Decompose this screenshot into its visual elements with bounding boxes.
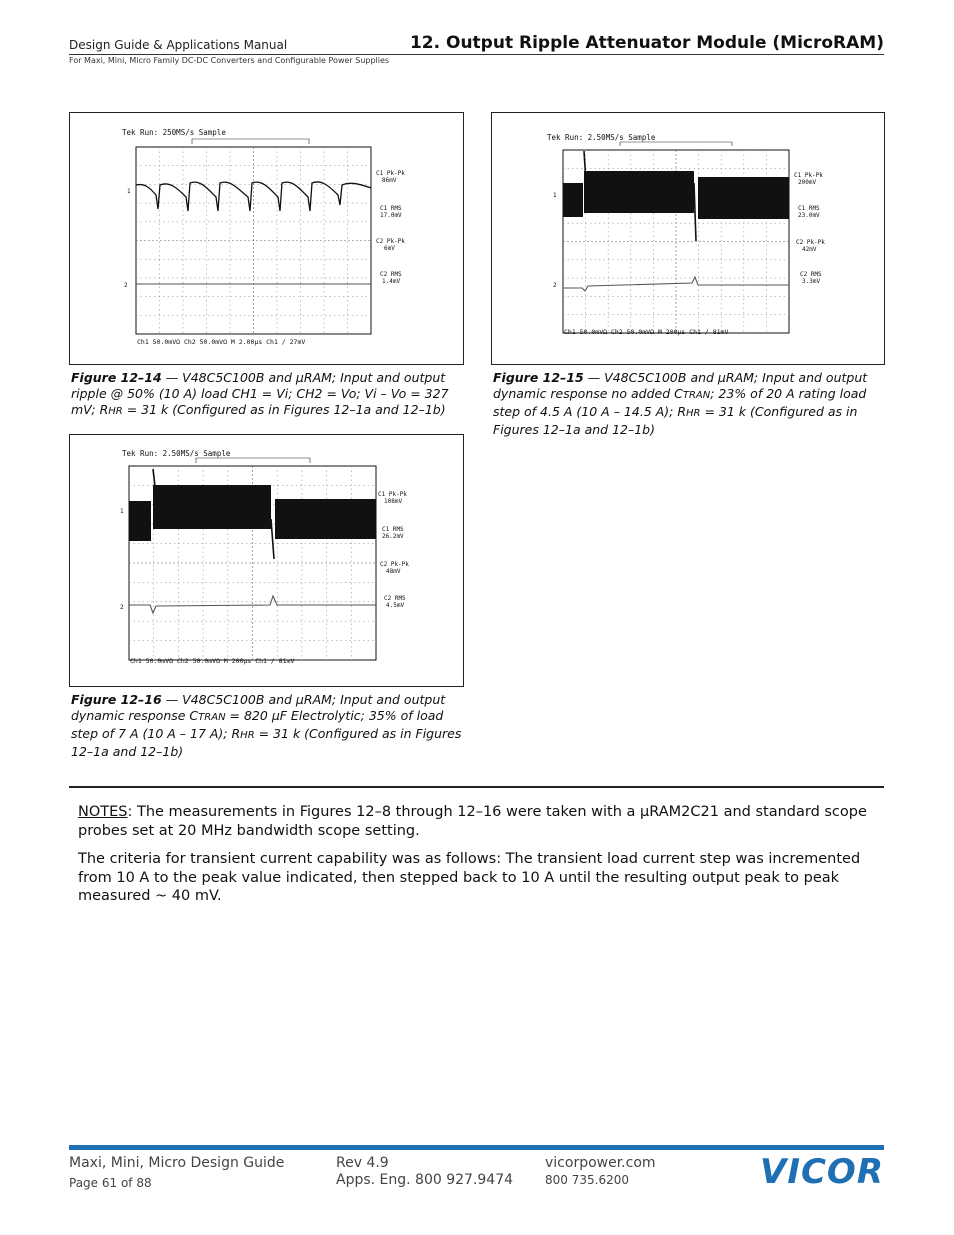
scope-bottom-line: Ch1 50.0mVΩ Ch2 50.0mVΩ M 2.00µs Ch1 ∕ 27mV (137, 338, 306, 346)
svg-text:23.0mV: 23.0mV (798, 212, 820, 219)
svg-text:C2 RMS: C2 RMS (800, 271, 822, 278)
svg-text:2: 2 (553, 282, 557, 289)
svg-text:1: 1 (120, 508, 124, 515)
svg-text:C1 Pk-Pk: C1 Pk-Pk (794, 172, 823, 179)
svg-text:C1 RMS: C1 RMS (380, 205, 402, 212)
footer-page-number: Page 61 of 88 (69, 1176, 152, 1190)
svg-text:Tek Run: 2.50MS/s Sample: Tek Run: 2.50MS/s Sample (122, 449, 231, 458)
footer-apps-phone: Apps. Eng. 800 927.9474 (336, 1172, 514, 1188)
svg-text:Ch1 50.0mVΩ Ch2 50.0mVΩ M: Ch1 50.0mVΩ Ch2 50.0mVΩ M 200µs Ch1 ∕ 81mV (130, 657, 295, 665)
footer-bar (69, 1145, 884, 1150)
figure-12-15-frame (491, 112, 885, 365)
svg-text:6mV: 6mV (384, 245, 395, 252)
svg-text:C2 Pk-Pk: C2 Pk-Pk (796, 239, 825, 246)
svg-text:C2 RMS: C2 RMS (380, 271, 402, 278)
svg-text:2: 2 (124, 282, 128, 289)
svg-text:C1 RMS: C1 RMS (382, 526, 404, 533)
figure-12-15-scope-trace (492, 113, 884, 364)
svg-text:1: 1 (553, 192, 557, 199)
figure-12-14-caption: Figure 12–14 — V48C5C100B and µRAM; Input and output ripple @ 50% (10 A) load CH1 = Vi; CH2 = Vo; Vi – Vo = 327 mV; RHR = 31 k (Configured as in Figures 12–1a and 12–1b) (71, 370, 449, 417)
section-title: 12. Output Ripple Attenuator Module (MicroRAM) (409, 33, 884, 53)
figure-12-16-scope-trace (70, 435, 463, 686)
svg-text:C1 Pk-Pk: C1 Pk-Pk (376, 170, 405, 177)
notes-paragraph: NOTES: The measurements in Figures 12–8 through 12–16 were taken with a µRAM2C21 and standard scope probes set at 20 MHz bandwidth scope setting. (78, 804, 867, 839)
svg-text:200mV: 200mV (798, 179, 817, 186)
svg-text:48mV: 48mV (386, 568, 401, 575)
svg-text:4.5mV: 4.5mV (386, 602, 405, 609)
svg-text:C1 Pk-Pk: C1 Pk-Pk (378, 491, 407, 498)
header-rule (69, 54, 884, 55)
footer-phone: 800 735.6200 (545, 1173, 629, 1187)
svg-text:2: 2 (120, 604, 124, 611)
svg-text:1: 1 (127, 188, 131, 195)
svg-text:86mV: 86mV (382, 177, 397, 184)
footer-website[interactable]: vicorpower.com (545, 1155, 656, 1171)
header-manual-title: Design Guide & Applications Manual (69, 38, 288, 52)
svg-text:Ch1 50.0mVΩ Ch2 50.0mVΩ M: Ch1 50.0mVΩ Ch2 50.0mVΩ M 200µs Ch1 ∕ 81mV (564, 328, 729, 336)
svg-text:C2 RMS: C2 RMS (384, 595, 406, 602)
svg-text:26.2mV: 26.2mV (382, 533, 404, 540)
svg-text:1.4mV: 1.4mV (382, 278, 401, 285)
figure-12-16-caption: Figure 12–16 — V48C5C100B and µRAM; Input and output dynamic response CTRAN = 820 µF Electrolytic; 35% of load step of 7 A (10 A – 17 A); RHR = 31 k (Configured as in Figures 12–1a and 12–1b) (71, 692, 462, 759)
svg-text:C2 Pk-Pk: C2 Pk-Pk (376, 238, 405, 245)
figure-12-14-frame (69, 112, 464, 365)
figure-12-15-caption: Figure 12–15 — V48C5C100B and µRAM; Input and output dynamic response no added CTRAN; 23% of 20 A rating load step of 4.5 A (10 A – 14.5 A); RHR = 31 k (Configured as in Figures 12–1a and 12–1b) (493, 370, 868, 437)
footer-guide-title: Maxi, Mini, Micro Design Guide (69, 1155, 285, 1171)
header-subtitle: For Maxi, Mini, Micro Family DC-DC Converters and Configurable Power Supplies (69, 56, 390, 65)
vicor-logo: VICOR (760, 1152, 884, 1192)
svg-text:C1 RMS: C1 RMS (798, 205, 820, 212)
svg-text:17.0mV: 17.0mV (380, 212, 402, 219)
svg-text:Tek Run: 2.50MS/s Sample: Tek Run: 2.50MS/s Sample (547, 133, 656, 142)
svg-text:C2 Pk-Pk: C2 Pk-Pk (380, 561, 409, 568)
svg-text:108mV: 108mV (384, 498, 403, 505)
figure-12-14-scope-trace (70, 113, 463, 364)
criteria-paragraph: The criteria for transient current capability was as follows: The transient load current step was incremented from 10 A to the peak value indicated, then stepped back to 10 A until the resulting output peak to peak measured ~ 40 mV. (78, 851, 861, 904)
svg-text:3.3mV: 3.3mV (802, 278, 821, 285)
svg-text:42mV: 42mV (802, 246, 817, 253)
footer-revision: Rev 4.9 (336, 1155, 389, 1171)
figure-12-16-frame (69, 434, 464, 687)
section-divider (69, 786, 884, 788)
scope-top-label: Tek Run: 250MS/s Sample (122, 128, 226, 137)
notes-label: NOTES (78, 804, 128, 820)
